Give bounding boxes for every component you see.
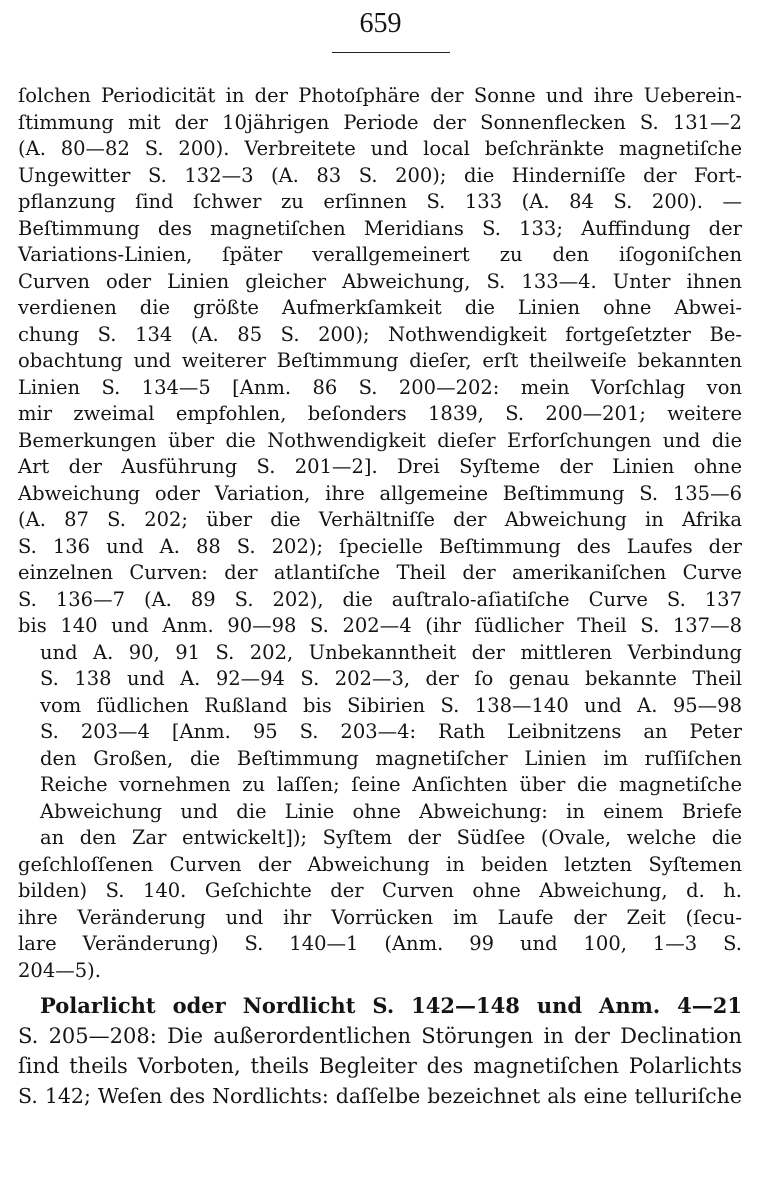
text-line: Variations-Linien, ſpäter verallgemeinert zu den iſogoniſchen (18, 243, 742, 266)
text-line: Abweichung und die Linie ohne Abweichung: in einem Briefe (40, 799, 742, 823)
text-line: S. 142; Weſen des Nordlichts: daſſelbe bezeichnet als eine telluriſche (18, 1084, 742, 1108)
text-line: bilden) S. 140. Geſchichte der Curven ohne Abweichung, d. h. (18, 879, 742, 902)
text-line: Curven oder Linien gleicher Abweichung, S. 133—4. Unter ihnen (18, 269, 742, 293)
text-line: Beſtimmung des magnetiſchen Meridians S. 133; Auffindung der (18, 216, 742, 240)
text-line: Ungewitter S. 132—3 (A. 83 S. 200); die Hinderniſſe der Fort- (18, 163, 742, 187)
text-line: ſtimmung mit der 10jährigen Periode der Sonnenflecken S. 131—2 (18, 110, 742, 134)
text-line: obachtung und weiterer Beſtimmung dieſer, erſt theilweiſe bekannten (18, 349, 742, 372)
text-line: S. 136—7 (A. 89 S. 202), die auſtralo-aſiatiſche Curve S. 137 (18, 587, 742, 611)
text-line: mir zweimal empfohlen, beſonders 1839, S. 200—201; weitere (18, 402, 742, 425)
text-line: S. 138 und A. 92—94 S. 202—3, der ſo genau bekannte Theil (40, 667, 742, 690)
text-line: ſolchen Periodicität in der Photoſphäre der Sonne und ihre Ueberein- (18, 84, 742, 107)
text-line: pflanzung ſind ſchwer zu erſinnen S. 133 (A. 84 S. 200). — (18, 190, 742, 213)
page-number: 659 (359, 8, 402, 39)
header-rule (332, 52, 450, 53)
text-line: S. 205—208: Die außerordentlichen Störungen in der Declination (18, 1024, 742, 1048)
text-line: (A. 80—82 S. 200). Verbreitete und local beſchränkte magnetiſche (18, 137, 742, 160)
text-line: 204—5). (18, 958, 101, 982)
text-line: Linien S. 134—5 [Anm. 86 S. 200—202: mein Vorſchlag von (18, 375, 742, 399)
text-line: S. 136 und A. 88 S. 202); ſpecielle Beſtimmung des Laufes der (18, 534, 742, 558)
text-line: chung S. 134 (A. 85 S. 200); Nothwendigkeit fortgeſetzter Be- (18, 322, 742, 346)
text-line: geſchloſſenen Curven der Abweichung in beiden letzten Syſtemen (18, 852, 742, 876)
text-line: ſind theils Vorboten, theils Begleiter des magnetiſchen Polarlichts (18, 1054, 742, 1078)
text-line: verdienen die größte Aufmerkſamkeit die Linien ohne Abwei- (18, 296, 742, 319)
text-line: lare Veränderung) S. 140—1 (Anm. 99 und 100, 1—3 S. (18, 932, 742, 955)
text-line: vom ſüdlichen Rußland bis Sibirien S. 138—140 und A. 95—98 (40, 693, 742, 717)
text-line: Bemerkungen über die Nothwendigkeit dieſer Erforſchungen und die (18, 428, 742, 452)
text-line: einzelnen Curven: der atlantiſche Theil der amerikaniſchen Curve (18, 561, 742, 584)
text-line: Reiche vornehmen zu laſſen; ſeine Anſichten über die magnetiſche (40, 773, 742, 796)
text-line: bis 140 und Anm. 90—98 S. 202—4 (ihr ſüdlicher Theil S. 137—8 (18, 614, 742, 637)
section-heading-line: Polarlicht oder Nordlicht S. 142—148 und Anm. 4—21 (40, 993, 742, 1018)
text-line: ihre Veränderung und ihr Vorrücken im Laufe der Zeit (ſecu- (18, 905, 742, 929)
text-line: und A. 90, 91 S. 202, Unbekanntheit der mittleren Verbindung (40, 640, 742, 664)
text-line: an den Zar entwickelt]); Syſtem der Südſee (Ovale, welche die (40, 826, 742, 849)
text-line: den Großen, die Beſtimmung magnetiſcher Linien im ruſſiſchen (40, 746, 742, 770)
text-line: (A. 87 S. 202; über die Verhältniſſe der Abweichung in Afrika (18, 508, 742, 531)
text-line: Abweichung oder Variation, ihre allgemeine Beſtimmung S. 135—6 (18, 481, 742, 505)
text-line: Art der Ausführung S. 201—2]. Drei Syſteme der Linien ohne (18, 455, 742, 478)
text-line: S. 203—4 [Anm. 95 S. 203—4: Rath Leibnitzens an Peter (40, 720, 742, 743)
